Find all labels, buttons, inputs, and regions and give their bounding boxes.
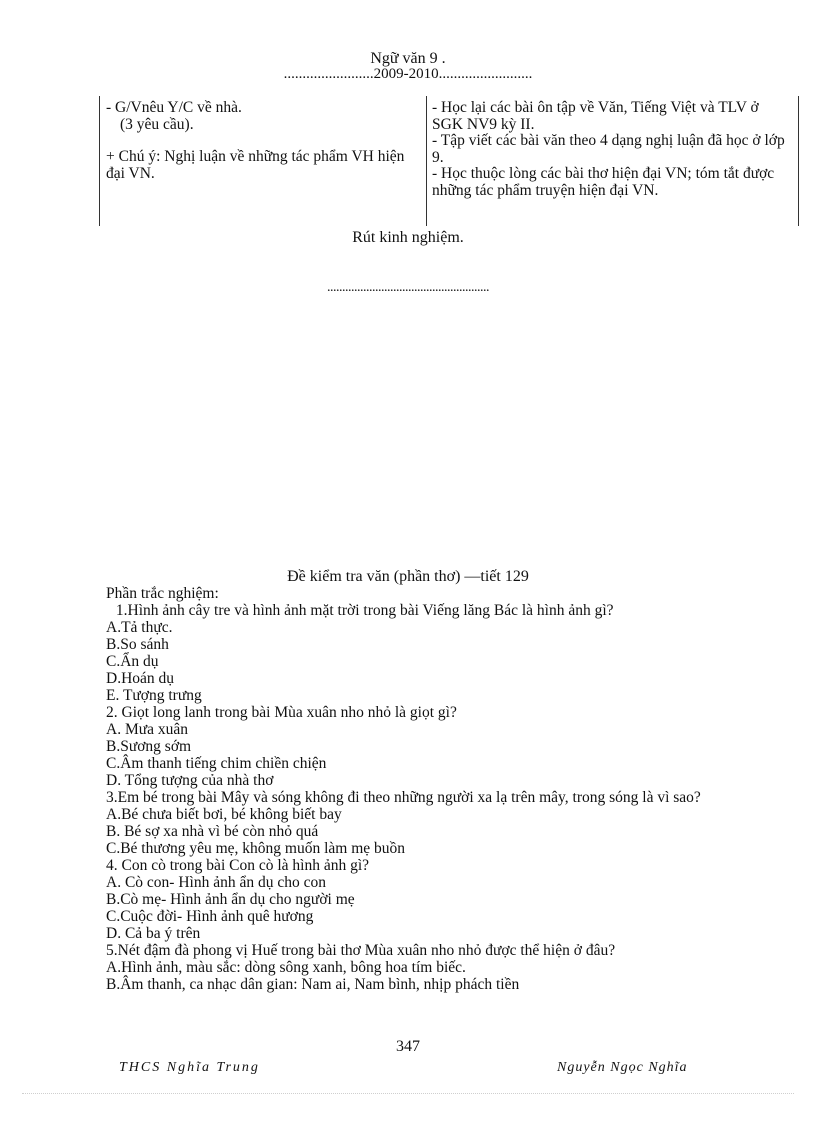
exam-question: 4. Con cò trong bài Con cò là hình ảnh gì? xyxy=(106,857,370,874)
exam-answer: B.Cò mẹ- Hình ảnh ẩn dụ cho người mẹ xyxy=(106,891,355,908)
footer-school: THCS Nghĩa Trung xyxy=(119,1060,260,1075)
exam-question: 2. Giọt long lanh trong bài Mùa xuân nho nhỏ là giọt gì? xyxy=(106,704,457,721)
exam-answer: A.Tả thực. xyxy=(106,619,173,636)
exam-answer: A. Mưa xuân xyxy=(106,721,189,738)
exam-question: 3.Em bé trong bài Mây và sóng không đi theo những người xa lạ trên mây, trong sóng là vì sao? xyxy=(106,789,701,806)
exam-answer: B.Sương sớm xyxy=(106,738,192,755)
right-line-3: - Học thuộc lòng các bài thơ hiện đại VN; tóm tắt được những tác phẩm truyện hiện đại VN. xyxy=(432,165,775,199)
exam-answer: C.Bé thương yêu mẹ, không muốn làm mẹ buồn xyxy=(106,840,406,857)
exam-answer: C.Âm thanh tiếng chim chiền chiện xyxy=(106,755,327,772)
exam-answer: A.Bé chưa biết bơi, bé không biết bay xyxy=(106,806,342,823)
exam-answer: B. Bé sợ xa nhà vì bé còn nhỏ quá xyxy=(106,823,319,840)
exam-answer: B.Âm thanh, ca nhạc dân gian: Nam ai, Nam bình, nhịp phách tiền xyxy=(106,976,520,993)
exam-answer: C.Ẩn dụ xyxy=(106,653,159,670)
exam-line: Phần trắc nghiệm: xyxy=(106,585,219,602)
homework-table xyxy=(99,96,799,226)
dotted-divider: ...................................................... xyxy=(327,280,489,295)
exam-answer: D.Hoán dụ xyxy=(106,670,175,687)
exam-question: 1.Hình ảnh cây tre và hình ảnh mặt trời trong bài Viếng lăng Bác là hình ảnh gì? xyxy=(112,602,614,619)
page-header-year: ........................2009-2010......................... xyxy=(283,66,533,82)
exam-answer: E. Tượng trưng xyxy=(106,687,202,704)
exam-title: Đề kiểm tra văn (phần thơ) —tiết 129 xyxy=(287,568,529,585)
exam-answer: C.Cuộc đời- Hình ảnh quê hương xyxy=(106,908,314,925)
table-column-divider xyxy=(426,96,427,226)
exam-answer: D. Tổng tượng của nhà thơ xyxy=(106,772,274,789)
exam-answer: A. Cò con- Hình ảnh ẩn dụ cho con xyxy=(106,874,326,891)
rut-kinh-nghiem-heading: Rút kinh nghiệm. xyxy=(352,229,464,246)
right-line-1: - Học lại các bài ôn tập về Văn, Tiếng Việt và TLV ở SGK NV9 kỳ II. xyxy=(432,99,759,133)
table-right-cell xyxy=(432,100,790,199)
page-bottom-border xyxy=(22,1093,794,1094)
left-line-3: + Chú ý: Nghị luận về những tác phẩm VH hiện đại VN. xyxy=(106,148,405,182)
exam-body xyxy=(106,585,786,993)
exam-answer: D. Cả ba ý trên xyxy=(106,925,201,942)
page-number: 347 xyxy=(396,1038,420,1055)
page-header-title: Ngữ văn 9 . xyxy=(370,50,446,67)
exam-question: 5.Nét đậm đà phong vị Huế trong bài thơ Mùa xuân nho nhỏ được thể hiện ở đâu? xyxy=(106,942,616,959)
right-line-2: - Tập viết các bài văn theo 4 dạng nghị luận đã học ở lớp 9. xyxy=(432,132,785,166)
footer-author: Nguyễn Ngọc Nghĩa xyxy=(557,1060,688,1075)
left-line-2: (3 yêu cầu). xyxy=(120,115,194,133)
table-left-cell xyxy=(106,100,416,182)
exam-answer: A.Hình ảnh, màu sắc: dòng sông xanh, bông hoa tím biếc. xyxy=(106,959,466,976)
exam-answer: B.So sánh xyxy=(106,636,169,653)
left-line-1: - G/Vnêu Y/C về nhà. xyxy=(106,99,242,116)
